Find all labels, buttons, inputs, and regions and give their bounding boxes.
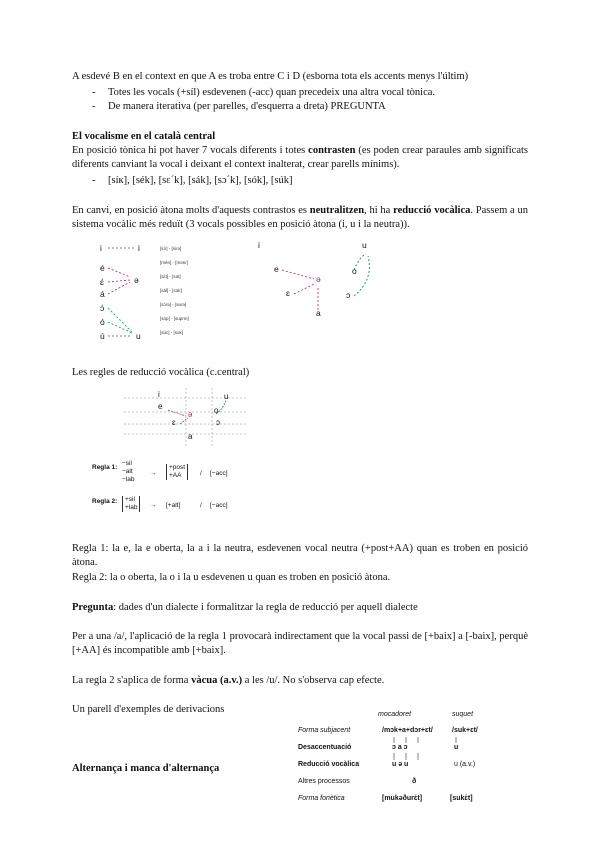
arrow-e-schwa [108, 268, 130, 277]
grid-eps: ɛ [172, 418, 176, 427]
deriv-row-label: Forma fonètica [298, 795, 345, 802]
question-line: Pregunta: dades d'un dialecte i formalitzar la regla de reducció per aquell dialecte [72, 602, 418, 613]
diag-o: o [352, 266, 357, 276]
rule2-explanation: Regla 2: la o oberta, la o i la u esdevenen u quan es troben en posició àtona. [72, 572, 391, 583]
rule2-lhs: +sil +lab [122, 496, 140, 512]
explanation-paragraph-2: La regla 2 s'aplica de forma vàcua (a.v.) a les /u/. No s'observa cap efecte. [72, 675, 385, 686]
neutralization-paragraph: En canvi, en posició àtona molts d'aquests contrastos es neutralitzen, hi ha reducció vocàlica. Passem a un sistema vocàlic més reduït (3 vocals possibles en posició àtona (i, u i la neutra)). [72, 205, 529, 230]
diag-a: a [316, 308, 321, 318]
arrow2-e [282, 270, 314, 279]
example-label: [sóp] - [supɾm] [160, 316, 189, 321]
arrow-eps-schwa [108, 280, 130, 282]
example-label: [súc] - [suk] [160, 330, 184, 335]
rule2 [92, 494, 392, 518]
deriv-row-label: Altres processos [298, 778, 350, 785]
example-label: [síɾ] - [siɾə] [160, 246, 182, 251]
rule1-rhs: +post +AA [166, 464, 188, 480]
arrow2-openo [354, 256, 369, 296]
vowel-arrows [92, 240, 532, 346]
rule1-lhs: −sil −alt −lab [122, 460, 135, 483]
intro-line: A esdevé B en el context en que A es troba entre C i D (esborna tota els accents menys l'últim) [72, 71, 469, 82]
rule1-arrow: → [150, 470, 157, 477]
vowel-a: á [100, 289, 105, 299]
grid-open-o: ɔ [216, 418, 220, 427]
section2-heading: Les regles de reducció vocàlica (c.central) [72, 367, 250, 378]
arrow2-eps [294, 284, 314, 294]
bullet-dash: - [92, 87, 96, 98]
rule1-label: Regla 1: [92, 464, 118, 471]
derivations-heading: Alternança i manca d'alternança [72, 763, 220, 774]
vowel-u: ú [100, 331, 105, 341]
rule2-label: Regla 2: [92, 498, 118, 505]
vowel-o: ó [100, 317, 105, 327]
vowel-eps: ɛ́ [100, 277, 104, 287]
target-i: i [138, 243, 140, 253]
vowel-reduction-figure [92, 240, 532, 346]
example-label: [sál] - [səlɾ] [160, 288, 183, 293]
rule1 [92, 460, 392, 492]
diag-e: e [274, 264, 279, 274]
diag-schwa: ə [316, 274, 321, 284]
rule2-rhs: [+alt] [166, 502, 181, 509]
vowel-grid [120, 384, 250, 452]
vowel-space-figure [120, 384, 250, 452]
diag-u: u [362, 240, 367, 250]
rule2-arrow: → [150, 502, 157, 509]
rule2-context: [−acc] [210, 502, 228, 509]
arrow-a-schwa [108, 282, 130, 294]
deriv-row-c1: u ə u [392, 761, 409, 768]
arrow-o-u [108, 322, 132, 333]
grid-u: u [224, 392, 229, 401]
grid-i: i [158, 390, 160, 399]
diag-open-o: ɔ [346, 290, 351, 300]
vowel-i: i [100, 243, 102, 253]
deriv-row-label: Reducció vocàlica [298, 761, 360, 768]
deriv-row-c2: u (a.v.) [454, 761, 476, 768]
rule2-slash: / [200, 502, 202, 509]
deriv-row-c2: u [454, 744, 459, 751]
deriv-row-c2: /suk+ɛt/ [452, 727, 478, 734]
deriv-row-label: Desaccentuació [298, 744, 352, 751]
deriv-row-label: Forma subjacent [298, 727, 351, 734]
arrow-openo-u [108, 308, 132, 332]
rule1-explanation: Regla 1: la e, la e oberta, la a i la neutra, esdevenen vocal neutra (+post+AA) quan es troben en posició àtona. [72, 543, 528, 568]
deriv-row-c1: [mukəðurɛ́t] [382, 795, 423, 802]
grid-a: a [188, 432, 193, 441]
grid-o: o [214, 406, 219, 415]
rule1-slash: / [200, 470, 202, 477]
target-u: u [136, 331, 141, 341]
diag-i: i [258, 240, 260, 250]
deriv-col2-head: suquet [452, 711, 474, 718]
deriv-row-c2: [sukɛ́t] [450, 795, 473, 802]
arrow-eps [180, 418, 188, 424]
deriv-row-c1: ð [412, 778, 417, 785]
bullet-dash: - [92, 101, 96, 112]
diag-eps: ɛ [286, 288, 290, 298]
deriv-connectors [380, 735, 460, 765]
vowel-openo: ɔ́ [100, 303, 105, 313]
example-label: [sɛ́t] - [sət] [160, 274, 181, 279]
explanation-paragraph-1: Per a una /a/, l'aplicació de la regla 1 provocarà indirectament que la vocal passi de [+baix] a [-baix], perquè [+AA] és incompatible amb [+baix]. [72, 631, 528, 656]
derivations-intro: Un parell d'exemples de derivacions [72, 704, 225, 715]
grid-schwa: ə [188, 410, 193, 419]
deriv-row-c1: ɔ a ɔ [392, 744, 408, 751]
bullet-dash: - [92, 175, 96, 186]
rule1-context: [−acc] [210, 470, 228, 477]
target-schwa: ə [134, 275, 139, 285]
example-label: [sɔ́ɾə] - [suɾə] [160, 302, 187, 307]
grid-e: e [158, 402, 163, 411]
example-label: [mén] - [mənɾ] [160, 260, 189, 265]
vowel-e: é [100, 263, 105, 273]
deriv-col1-head: mocadoret [378, 711, 412, 718]
section1-paragraph: En posició tònica hi pot haver 7 vocals diferents i totes contrasten (es poden crear paraules amb significats diferents canviant la vocal i deixant el context inalterat, crear parells mínims). [72, 145, 528, 170]
section1-heading: El vocalisme en el català central [72, 131, 216, 142]
arrow-e [168, 410, 186, 416]
deriv-row-c1: /mɔk+a+dɔr+ɛt/ [382, 727, 433, 734]
